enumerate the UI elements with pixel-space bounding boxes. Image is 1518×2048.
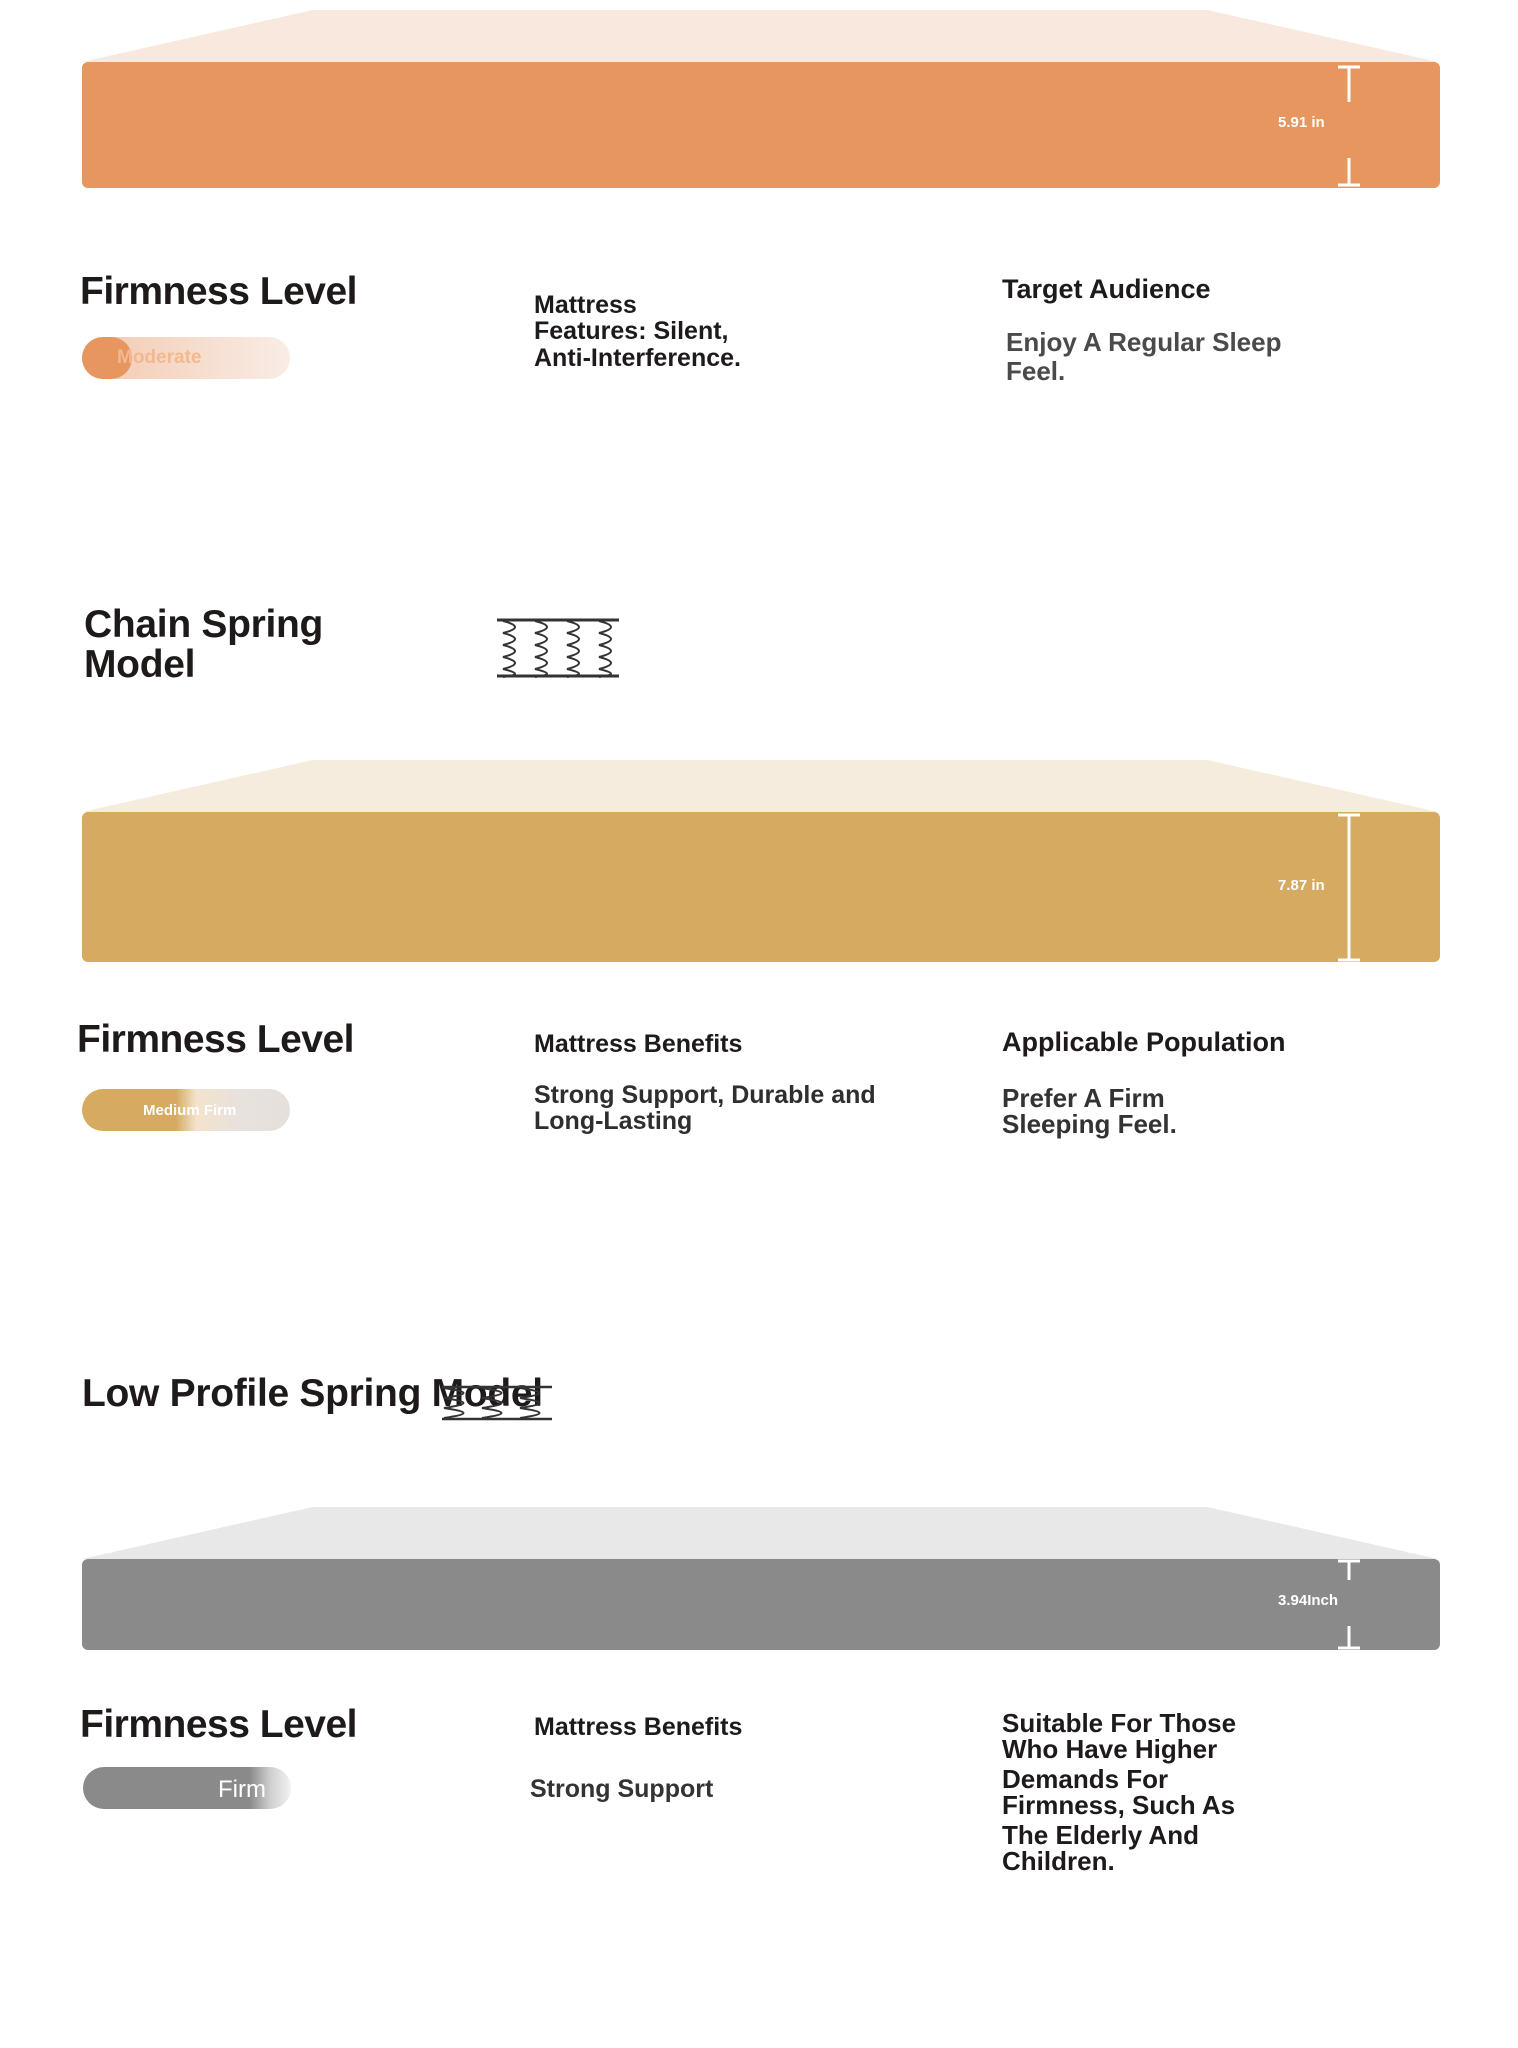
- model-title-low-profile: Low Profile Spring Model: [82, 1372, 543, 1415]
- firmness-indicator: [83, 1767, 291, 1809]
- height-gauge-icon: [1334, 1560, 1364, 1650]
- firmness-indicator: [82, 1089, 290, 1131]
- target-audience-text: [1006, 328, 1281, 385]
- suitable-line-3: Demands For: [1002, 1764, 1169, 1794]
- suitable-population-text: [1002, 1710, 1236, 1874]
- firmness-heading: Firmness Level: [80, 270, 357, 313]
- features-line-3: Anti-Interference.: [534, 343, 741, 372]
- firmness-value: Moderate: [117, 347, 202, 368]
- benefits-line-2: Long-Lasting: [534, 1107, 693, 1136]
- firmness-value: Medium Firm: [143, 1102, 237, 1119]
- applicable-population-text: [1002, 1085, 1177, 1137]
- height-gauge-icon: [1334, 66, 1364, 188]
- mattress-height-label: 7.87 in: [1278, 877, 1325, 894]
- firmness-heading: Firmness Level: [77, 1018, 354, 1061]
- target-audience-line-1: Enjoy A Regular Sleep: [1006, 327, 1282, 357]
- mattress-top-surface: [82, 10, 1438, 62]
- benefits-line-1: Strong Support: [530, 1775, 714, 1803]
- firmness-heading: Firmness Level: [80, 1703, 357, 1746]
- mattress-body: [82, 62, 1440, 188]
- firmness-indicator: [82, 337, 290, 379]
- mattress-height-label: 5.91 in: [1278, 114, 1325, 131]
- mattress-height-label: 3.94Inch: [1278, 1592, 1339, 1609]
- benefits-line-1: Strong Support, Durable and: [534, 1081, 876, 1109]
- mattress-top-surface: [82, 1507, 1438, 1559]
- mattress-benefits-text: [530, 1776, 713, 1802]
- mattress-top-surface: [82, 760, 1438, 812]
- firmness-value: Firm: [218, 1776, 266, 1803]
- model-title-line-2: Model: [84, 642, 196, 686]
- suitable-line-5: The Elderly And: [1002, 1820, 1199, 1850]
- model-title-line-1: Chain Spring: [84, 603, 324, 646]
- suitable-line-4: Firmness, Such As: [1002, 1790, 1236, 1820]
- height-gauge-icon: [1334, 814, 1364, 962]
- spring-coil-icon: [495, 617, 621, 679]
- suitable-line-2: Who Have Higher: [1002, 1734, 1218, 1764]
- applicable-population-heading: Applicable Population: [1002, 1027, 1286, 1057]
- suitable-line-1: Suitable For Those: [1002, 1708, 1237, 1738]
- mattress-benefits-text: [534, 1082, 876, 1135]
- population-line-2: Sleeping Feel.: [1002, 1109, 1177, 1139]
- mattress-body: [82, 1559, 1440, 1650]
- suitable-line-6: Children.: [1002, 1846, 1115, 1876]
- features-line-1: Mattress: [534, 291, 637, 319]
- target-audience-line-2: Feel.: [1006, 355, 1066, 386]
- features-line-2: Features: Silent,: [534, 317, 729, 346]
- mattress-benefits-heading: Mattress Benefits: [534, 1030, 743, 1058]
- mattress-benefits-heading: Mattress Benefits: [534, 1713, 743, 1741]
- mattress-features-text: [534, 292, 741, 371]
- spring-coil-icon: [440, 1384, 554, 1422]
- target-audience-heading: Target Audience: [1002, 274, 1211, 304]
- population-line-1: Prefer A Firm: [1002, 1083, 1165, 1113]
- model-title-chain-spring: [84, 605, 323, 685]
- mattress-body: [82, 812, 1440, 962]
